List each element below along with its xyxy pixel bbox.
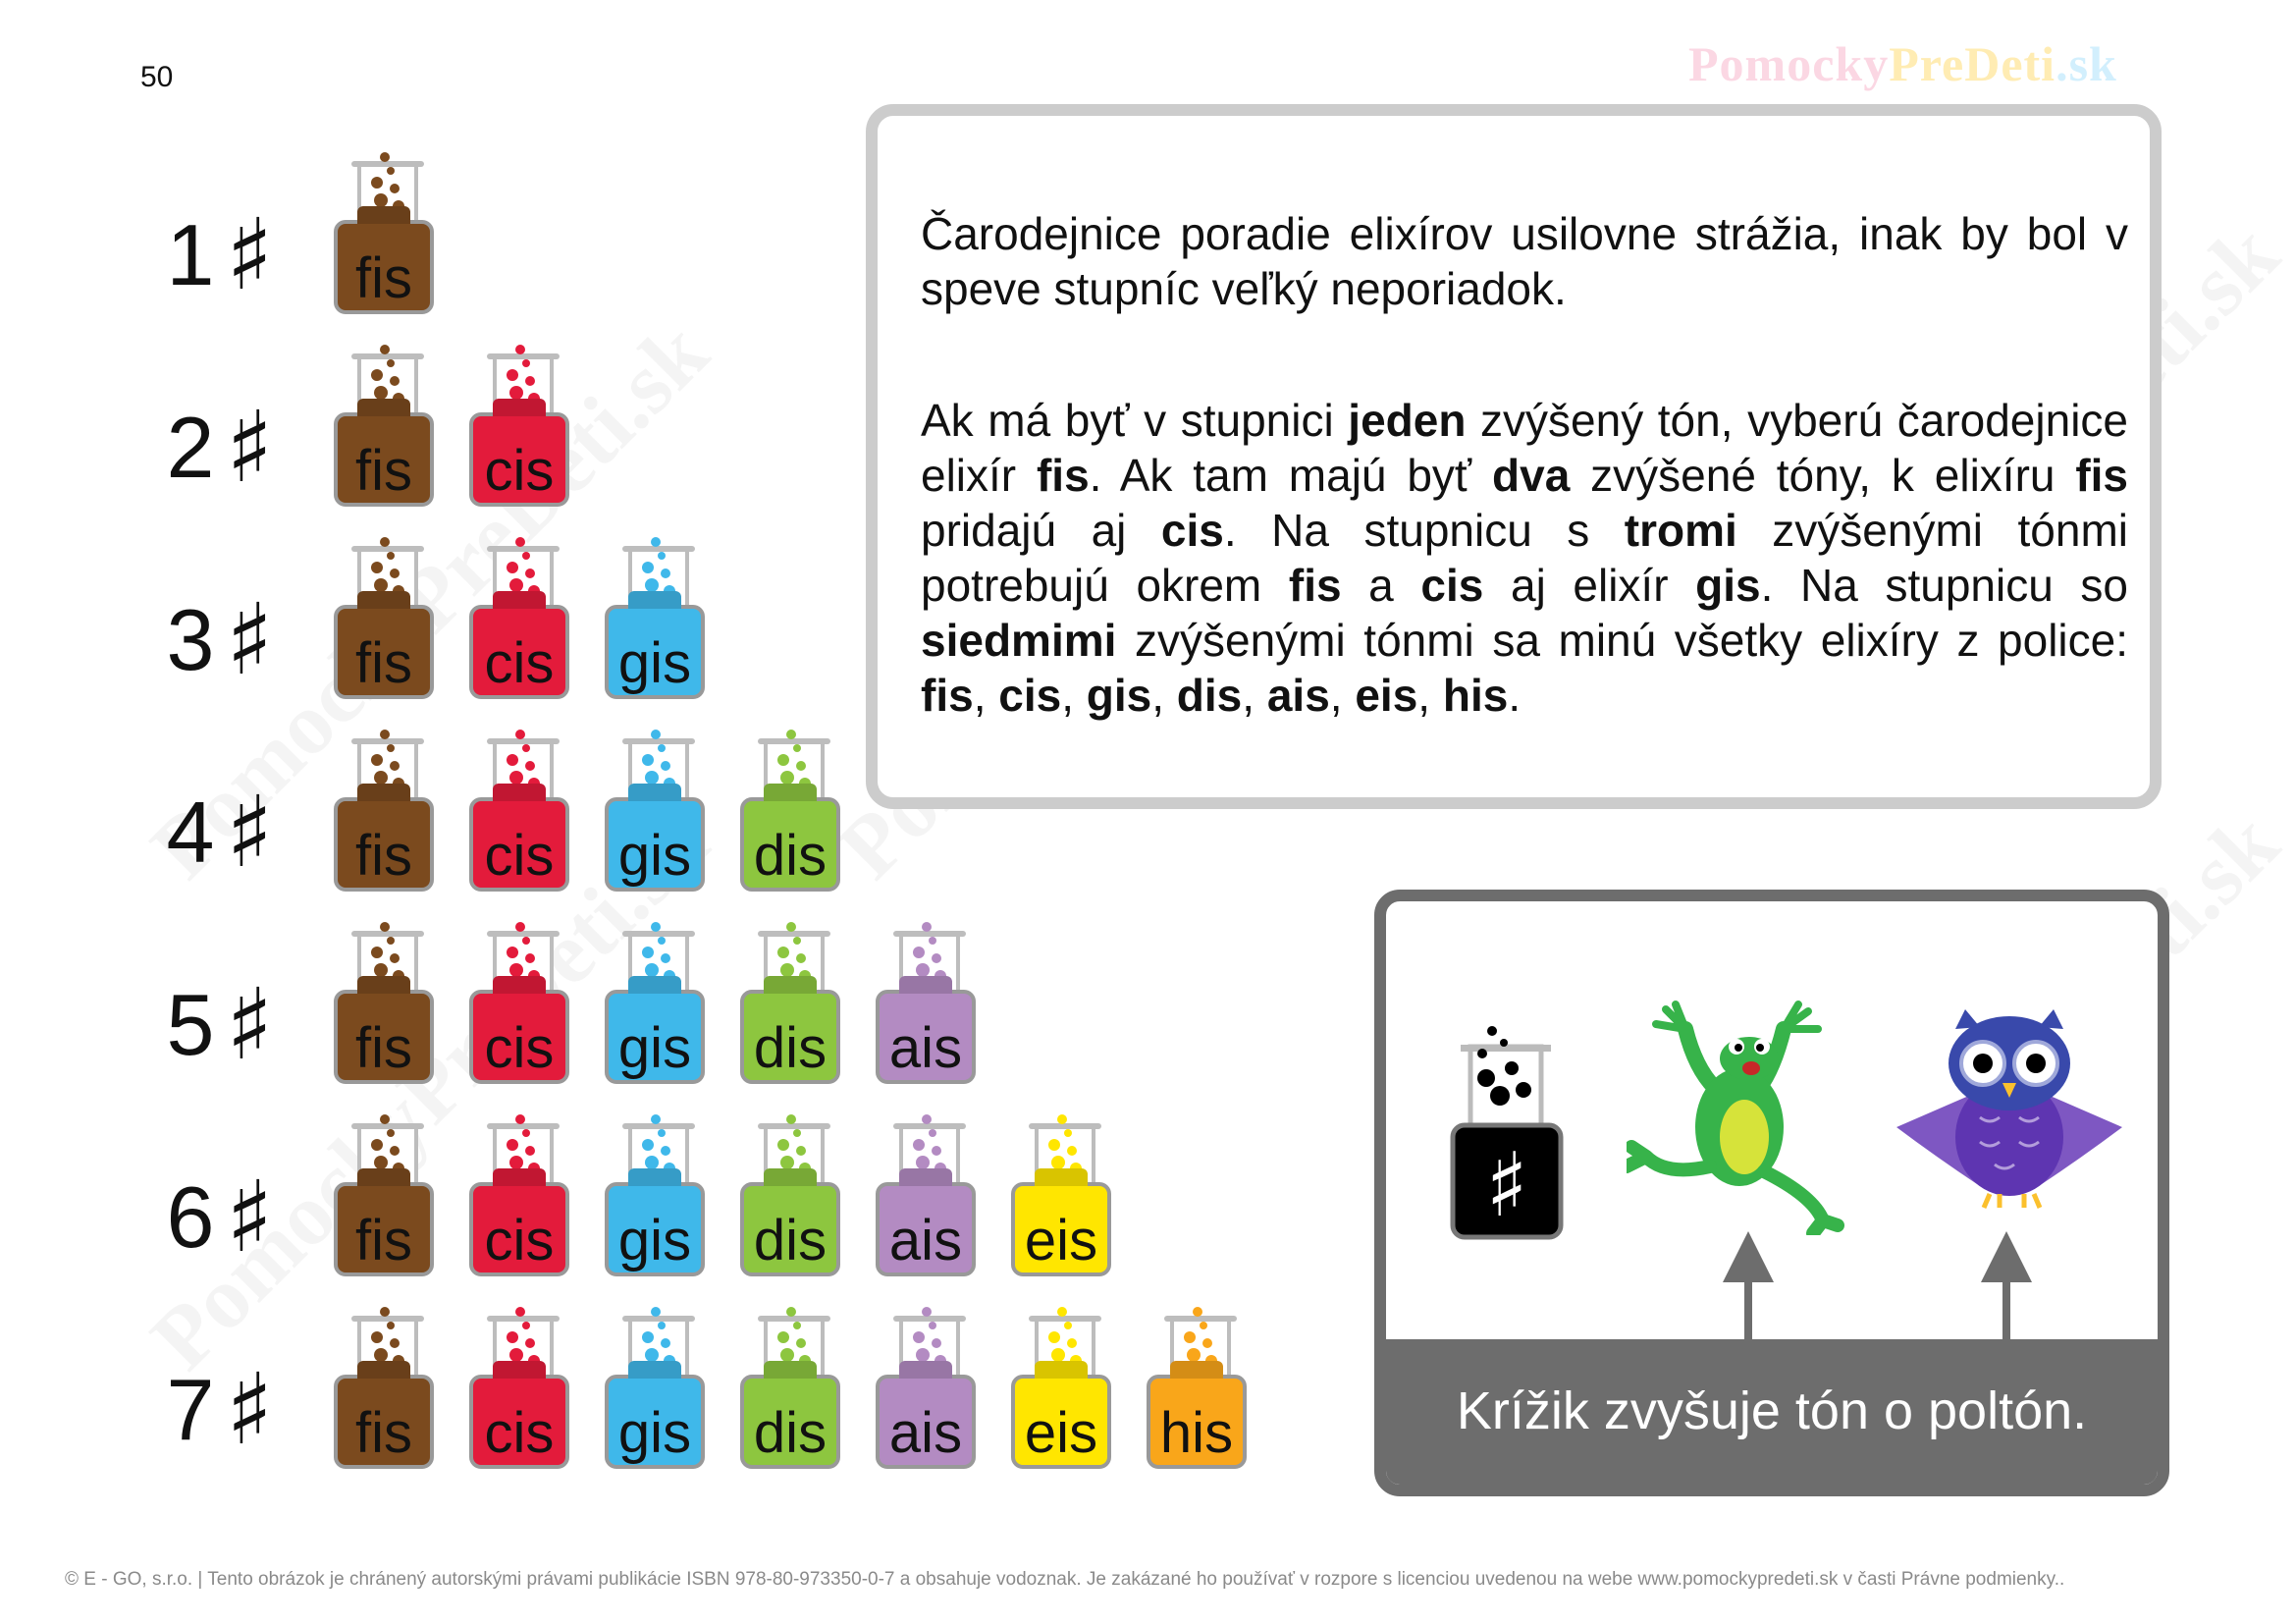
text-run: aj elixír xyxy=(1483,560,1696,611)
explanation-paragraph-1: Čarodejnice poradie elixírov usilovne strážia, inak by bol v speve stupníc veľký neporiadok. xyxy=(921,208,2128,314)
elixir-label: cis xyxy=(484,1016,555,1080)
elixir-bottle xyxy=(469,917,569,1094)
bold-term: fis xyxy=(1036,450,1090,501)
elixir-label: cis xyxy=(484,631,555,695)
elixir-label: cis xyxy=(484,1209,555,1272)
bold-term: his xyxy=(1442,670,1509,721)
elixir-label: fis xyxy=(355,824,412,888)
elixir-bottle xyxy=(876,917,976,1094)
elixir-bottle xyxy=(334,147,434,324)
sharp-count: 6 xyxy=(166,1168,215,1266)
text-run: zvýšenými tónmi sa minú všetky elixíry z police: xyxy=(1116,615,2128,666)
sharp-count-label xyxy=(157,390,275,505)
elixir-bottle xyxy=(334,340,434,516)
bold-term: cis xyxy=(998,670,1062,721)
sharp-row xyxy=(0,1110,1276,1286)
elixir-bottle xyxy=(469,1110,569,1286)
bold-term: dis xyxy=(1176,670,1243,721)
caption-bar xyxy=(1386,1339,2158,1485)
bold-term: jeden xyxy=(1348,395,1467,446)
elixir-bottle xyxy=(334,725,434,901)
bold-term: ais xyxy=(1266,670,1330,721)
elixir-bottle xyxy=(334,1110,434,1286)
sharp-caption: Krížik zvyšuje tón o poltón. xyxy=(1456,1381,2088,1440)
elixir-label: fis xyxy=(355,1016,412,1080)
sharp-icon: ♯ xyxy=(226,1352,274,1467)
elixir-label: fis xyxy=(355,246,412,310)
sharp-count-label xyxy=(157,1352,275,1467)
sharp-icon: ♯ xyxy=(226,1160,274,1274)
sharp-count-label xyxy=(157,967,275,1082)
elixir-label: gis xyxy=(617,824,692,888)
sharp-icon: ♯ xyxy=(226,390,274,505)
elixir-label: ais xyxy=(888,1401,963,1465)
bold-term: fis xyxy=(2075,450,2129,501)
elixir-label: fis xyxy=(355,439,412,503)
owl-icon xyxy=(1887,1009,2132,1216)
text-run: , xyxy=(1417,670,1443,721)
copyright-footer: © E - GO, s.r.o. | Tento obrázok je chránený autorskými právami publikácie ISBN 978-80-973350-0-7 a obsahuje vodoznak. Je zakázané ho používať v rozpore s licenciou uvedenou na webe www.pomockypredeti.sk v časti Právne podmienky.. xyxy=(65,1569,2065,1590)
elixir-bottle xyxy=(1011,1110,1111,1286)
sharp-row xyxy=(0,917,1276,1094)
elixir-bottle xyxy=(605,725,705,901)
sharp-count: 7 xyxy=(166,1361,215,1458)
frog-icon xyxy=(1627,1000,1852,1235)
elixir-bottle xyxy=(334,1302,434,1479)
elixir-bottle xyxy=(1011,1302,1111,1479)
elixir-bottle xyxy=(605,1110,705,1286)
elixir-label: gis xyxy=(617,1016,692,1080)
bold-term: fis xyxy=(921,670,974,721)
elixir-bottle xyxy=(469,1302,569,1479)
elixir-bottle xyxy=(334,917,434,1094)
sharp-count: 3 xyxy=(166,591,215,688)
bold-term: eis xyxy=(1355,670,1418,721)
elixir-bottle xyxy=(469,340,569,516)
elixir-label: fis xyxy=(355,1209,412,1272)
sharp-icon: ♯ xyxy=(226,775,274,890)
sharp-icon: ♯ xyxy=(226,197,274,312)
text-run: . Na stupnicu so xyxy=(1760,560,2128,611)
elixir-label: his xyxy=(1159,1401,1234,1465)
sharp-count-label xyxy=(157,197,275,312)
elixir-bottle xyxy=(740,1302,840,1479)
sharp-count-label xyxy=(157,775,275,890)
elixir-label: gis xyxy=(617,1401,692,1465)
elixir-label: ais xyxy=(888,1016,963,1080)
elixir-bottle xyxy=(469,532,569,709)
bold-term: siedmimi xyxy=(921,615,1117,666)
sharp-count-label xyxy=(157,582,275,697)
bold-term: cis xyxy=(1420,560,1484,611)
elixir-bottle xyxy=(740,725,840,901)
elixir-label: fis xyxy=(355,631,412,695)
bold-term: gis xyxy=(1086,670,1152,721)
elixir-bottle xyxy=(334,532,434,709)
bold-term: gis xyxy=(1695,560,1761,611)
text-run: pridajú aj xyxy=(921,505,1161,556)
elixir-label: dis xyxy=(753,1016,828,1080)
text-run: , xyxy=(1242,670,1267,721)
elixir-label: eis xyxy=(1024,1209,1098,1272)
text-run: zvýšené tóny, k elixíru xyxy=(1570,450,2076,501)
elixir-label: eis xyxy=(1024,1401,1098,1465)
text-run: , xyxy=(1061,670,1087,721)
bold-term: fis xyxy=(1288,560,1342,611)
sharp-count-label xyxy=(157,1160,275,1274)
text-run: zvýšenými tónmi potrebujú okrem xyxy=(921,505,2128,611)
brand-logo: PomockyPreDeti.sk xyxy=(1688,36,2117,91)
elixir-bottle xyxy=(740,917,840,1094)
sharp-info-box xyxy=(1374,890,2169,1496)
sharp-count: 5 xyxy=(166,976,215,1073)
text-run: zvýšený tón, vyberú čarodejnice elixír xyxy=(921,395,2128,501)
elixir-bottle xyxy=(876,1302,976,1479)
elixir-label: gis xyxy=(617,1209,692,1272)
elixir-bottle xyxy=(1147,1302,1247,1479)
text-run: . xyxy=(1508,670,1522,721)
elixir-bottle xyxy=(605,532,705,709)
bold-term: tromi xyxy=(1624,505,1737,556)
elixir-label: cis xyxy=(484,439,555,503)
elixir-label: cis xyxy=(484,1401,555,1465)
sharp-count: 1 xyxy=(166,206,215,303)
bold-term: dva xyxy=(1492,450,1571,501)
sharp-icon: ♯ xyxy=(226,967,274,1082)
elixir-label: dis xyxy=(753,824,828,888)
sharp-bottle-icon xyxy=(1443,1019,1571,1245)
text-run: . Ak tam majú byť xyxy=(1089,450,1493,501)
explanation-paragraph-2 xyxy=(921,393,2128,723)
elixir-label: dis xyxy=(753,1401,828,1465)
elixir-bottle xyxy=(605,1302,705,1479)
text-run: a xyxy=(1341,560,1421,611)
sharp-count: 4 xyxy=(166,784,215,881)
bold-term: cis xyxy=(1160,505,1224,556)
page-number: 50 xyxy=(140,61,174,93)
explanation-box xyxy=(866,104,2162,809)
elixir-label: dis xyxy=(753,1209,828,1272)
sharp-icon: ♯ xyxy=(226,582,274,697)
elixir-bottle xyxy=(469,725,569,901)
elixir-bottle xyxy=(740,1110,840,1286)
elixir-label: fis xyxy=(355,1401,412,1465)
elixir-label: gis xyxy=(617,631,692,695)
text-run: . Na stupnicu s xyxy=(1223,505,1625,556)
text-run: Ak má byť v stupnici xyxy=(921,395,1349,446)
elixir-bottle xyxy=(605,917,705,1094)
elixir-label: cis xyxy=(484,824,555,888)
text-run: , xyxy=(973,670,999,721)
sharp-row xyxy=(0,1302,1276,1479)
sharp-count: 2 xyxy=(166,399,215,496)
text-run: , xyxy=(1151,670,1177,721)
elixir-bottle xyxy=(876,1110,976,1286)
sharp-symbol: ♯ xyxy=(1485,1134,1528,1237)
text-run: , xyxy=(1329,670,1356,721)
elixir-label: ais xyxy=(888,1209,963,1272)
